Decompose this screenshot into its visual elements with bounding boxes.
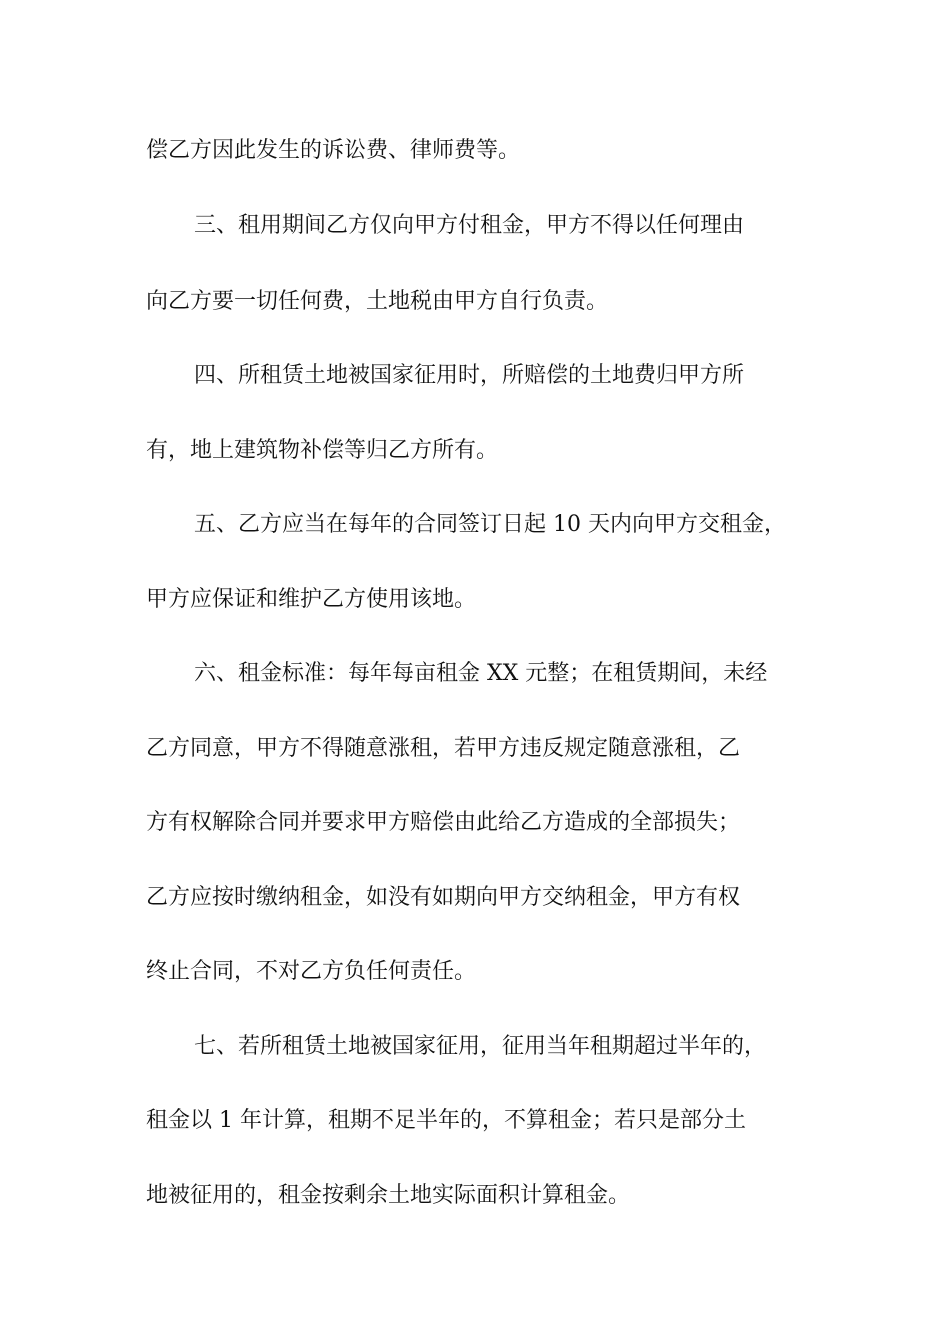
text-line: 偿乙方因此发生的诉讼费、律师费等。 <box>146 138 521 163</box>
clause-7-line-2: 租金以 1 年计算，租期不足半年的，不算租金；若只是部分土 <box>146 1108 746 1133</box>
clause-5-line-1: 五、乙方应当在每年的合同签订日起 10 天内向甲方交租金， <box>194 512 786 537</box>
clause-6-line-4: 乙方应按时缴纳租金，如没有如期向甲方交纳租金，甲方有权 <box>146 885 741 910</box>
clause-3-line-1: 三、租用期间乙方仅向甲方付租金，甲方不得以任何理由 <box>194 213 745 238</box>
clause-3-line-2: 向乙方要一切任何费，土地税由甲方自行负责。 <box>146 289 609 314</box>
clause-5-line-2: 甲方应保证和维护乙方使用该地。 <box>146 587 477 612</box>
clause-4-line-2: 有，地上建筑物补偿等归乙方所有。 <box>146 438 499 463</box>
clause-4-line-1: 四、所租赁土地被国家征用时，所赔偿的土地费归甲方所 <box>194 363 745 388</box>
clause-7-line-3: 地被征用的，租金按剩余土地实际面积计算租金。 <box>146 1183 631 1208</box>
clause-6-line-3: 方有权解除合同并要求甲方赔偿由此给乙方造成的全部损失； <box>146 810 741 835</box>
clause-6-line-5: 终止合同，不对乙方负任何责任。 <box>146 959 477 984</box>
clause-6-line-2: 乙方同意，甲方不得随意涨租，若甲方违反规定随意涨租，乙 <box>146 736 741 761</box>
clause-7-line-1: 七、若所租赁土地被国家征用，征用当年租期超过半年的， <box>194 1034 767 1059</box>
clause-6-line-1: 六、租金标准：每年每亩租金 XX 元整；在租赁期间，未经 <box>194 661 768 686</box>
